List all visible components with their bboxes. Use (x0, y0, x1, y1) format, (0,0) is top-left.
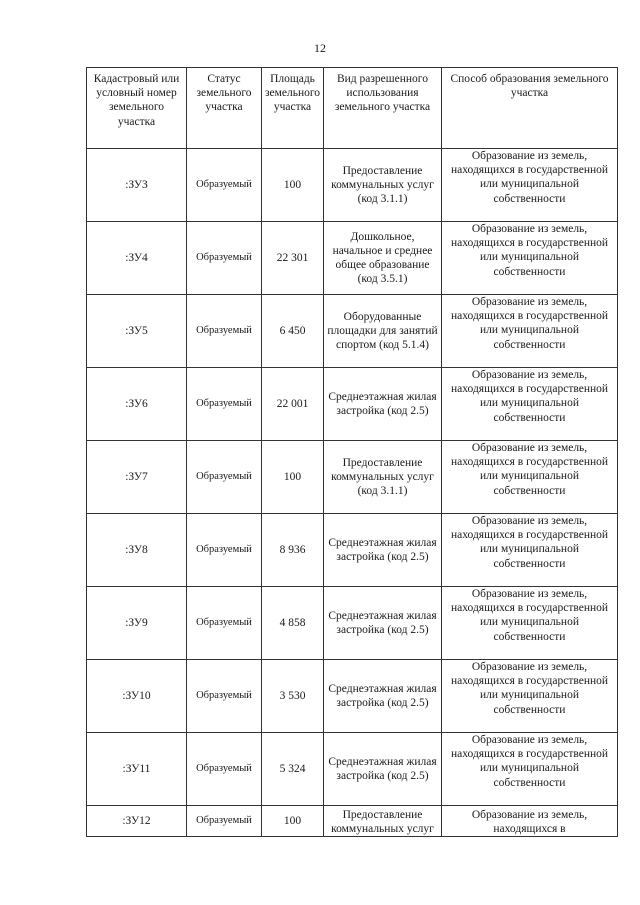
cell-formation-method: Образование из земель, находящихся в государственной или муниципальной собственности (442, 660, 618, 733)
cell-area: 22 301 (262, 222, 324, 295)
cell-formation-method: Образование из земель, находящихся в государственной или муниципальной собственности (442, 587, 618, 660)
cell-status: Образуемый (187, 660, 262, 733)
cell-area: 4 858 (262, 587, 324, 660)
cell-area: 100 (262, 441, 324, 514)
cell-formation-method: Образование из земель, находящихся в государственной или муниципальной собственности (442, 514, 618, 587)
cell-area: 100 (262, 149, 324, 222)
cell-status: Образуемый (187, 368, 262, 441)
table-row (87, 587, 618, 660)
cell-status: Образуемый (187, 441, 262, 514)
cell-status: Образуемый (187, 295, 262, 368)
table-row (87, 149, 618, 222)
cell-cadastral-number: :ЗУ7 (87, 441, 187, 514)
cell-formation-method: Образование из земель, находящихся в государственной или муниципальной собственности (442, 222, 618, 295)
table-header-row (87, 68, 618, 149)
cell-permitted-use: Среднеэтажная жилая застройка (код 2.5) (324, 514, 442, 587)
cell-area: 8 936 (262, 514, 324, 587)
cell-status: Образуемый (187, 806, 262, 837)
table-row (87, 295, 618, 368)
cell-cadastral-number: :ЗУ10 (87, 660, 187, 733)
cell-status: Образуемый (187, 514, 262, 587)
land-plots-table (86, 67, 618, 837)
table-row (87, 368, 618, 441)
cell-formation-method: Образование из земель, находящихся в государственной или муниципальной собственности (442, 441, 618, 514)
cell-area: 6 450 (262, 295, 324, 368)
cell-cadastral-number: :ЗУ12 (87, 806, 187, 837)
cell-status: Образуемый (187, 149, 262, 222)
cell-permitted-use: Предоставление коммунальных услуг (324, 806, 442, 837)
table-row (87, 660, 618, 733)
cell-permitted-use: Дошкольное, начальное и среднее общее образование (код 3.5.1) (324, 222, 442, 295)
table-row (87, 733, 618, 806)
table-row (87, 514, 618, 587)
cell-status: Образуемый (187, 733, 262, 806)
cell-permitted-use: Среднеэтажная жилая застройка (код 2.5) (324, 733, 442, 806)
header-formation-method: Способ образования земельного участка (442, 68, 618, 149)
table-row (87, 441, 618, 514)
cell-cadastral-number: :ЗУ9 (87, 587, 187, 660)
cell-permitted-use: Среднеэтажная жилая застройка (код 2.5) (324, 660, 442, 733)
table-row (87, 222, 618, 295)
table-row (87, 806, 618, 837)
header-cadastral-number: Кадастровый или условный номер земельного участка (87, 68, 187, 149)
cell-permitted-use: Предоставление коммунальных услуг (код 3.1.1) (324, 149, 442, 222)
header-permitted-use: Вид разрешенного использования земельного участка (324, 68, 442, 149)
cell-status: Образуемый (187, 222, 262, 295)
cell-formation-method: Образование из земель, находящихся в государственной или муниципальной собственности (442, 295, 618, 368)
page-number: 12 (314, 41, 326, 55)
cell-permitted-use: Среднеэтажная жилая застройка (код 2.5) (324, 587, 442, 660)
cell-cadastral-number: :ЗУ5 (87, 295, 187, 368)
header-status: Статус земельного участка (187, 68, 262, 149)
cell-permitted-use: Предоставление коммунальных услуг (код 3.1.1) (324, 441, 442, 514)
cell-formation-method: Образование из земель, находящихся в государственной или муниципальной собственности (442, 149, 618, 222)
cell-area: 100 (262, 806, 324, 837)
cell-area: 5 324 (262, 733, 324, 806)
cell-formation-method: Образование из земель, находящихся в (442, 806, 618, 837)
cell-permitted-use: Среднеэтажная жилая застройка (код 2.5) (324, 368, 442, 441)
cell-formation-method: Образование из земель, находящихся в государственной или муниципальной собственности (442, 733, 618, 806)
cell-cadastral-number: :ЗУ11 (87, 733, 187, 806)
cell-cadastral-number: :ЗУ6 (87, 368, 187, 441)
header-area: Площадь земельного участка (262, 68, 324, 149)
cell-formation-method: Образование из земель, находящихся в государственной или муниципальной собственности (442, 368, 618, 441)
cell-cadastral-number: :ЗУ3 (87, 149, 187, 222)
cell-area: 22 001 (262, 368, 324, 441)
cell-area: 3 530 (262, 660, 324, 733)
cell-cadastral-number: :ЗУ8 (87, 514, 187, 587)
cell-cadastral-number: :ЗУ4 (87, 222, 187, 295)
cell-permitted-use: Оборудованные площадки для занятий спортом (код 5.1.4) (324, 295, 442, 368)
cell-status: Образуемый (187, 587, 262, 660)
